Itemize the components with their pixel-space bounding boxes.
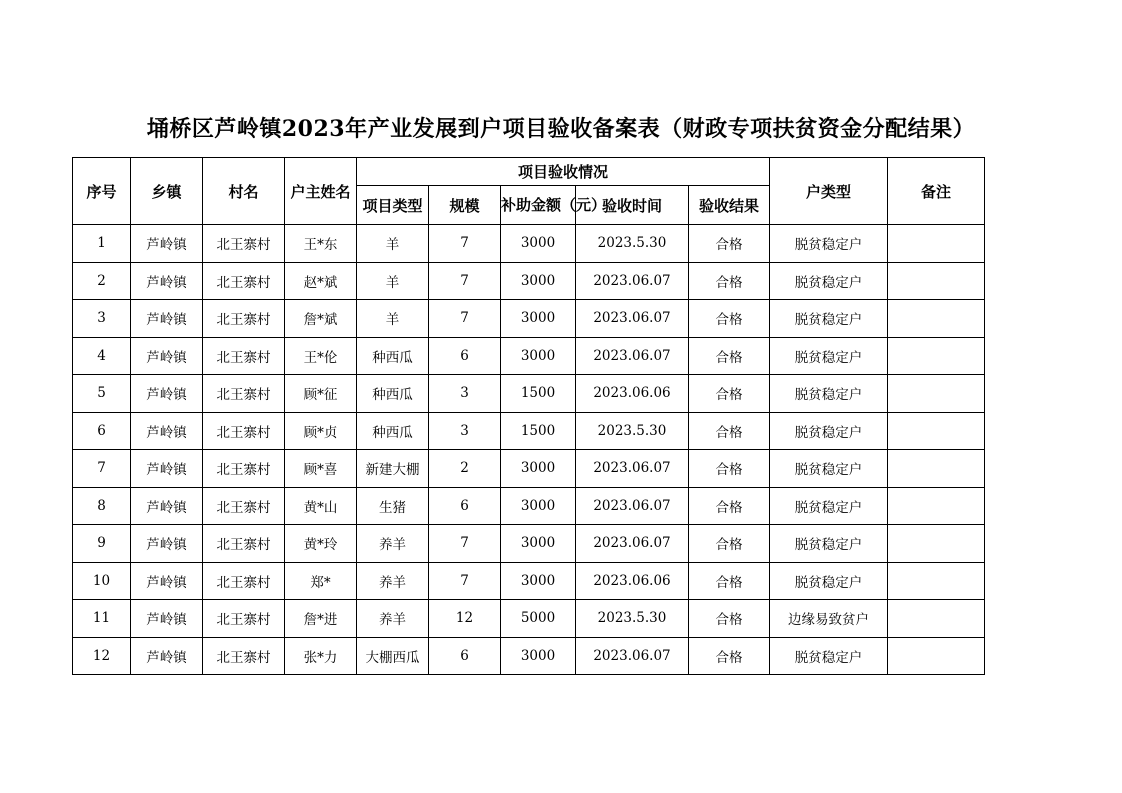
cell-subsidy: 5000 — [501, 600, 576, 638]
cell-town: 芦岭镇 — [131, 225, 203, 263]
cell-seq: 5 — [73, 375, 131, 413]
cell-household-type: 脱贫稳定户 — [770, 262, 888, 300]
table-row — [73, 225, 985, 263]
cell-remark — [888, 450, 985, 488]
cell-household-type: 脱贫稳定户 — [770, 450, 888, 488]
cell-seq: 7 — [73, 450, 131, 488]
cell-household-type: 边缘易致贫户 — [770, 600, 888, 638]
table-row — [73, 262, 985, 300]
cell-project-type: 种西瓜 — [357, 375, 429, 413]
cell-town: 芦岭镇 — [131, 562, 203, 600]
cell-remark — [888, 487, 985, 525]
table-row — [73, 637, 985, 675]
cell-check-time: 2023.06.07 — [576, 300, 689, 338]
cell-seq: 6 — [73, 412, 131, 450]
cell-owner: 詹*斌 — [285, 300, 357, 338]
cell-scale: 7 — [429, 300, 501, 338]
cell-subsidy: 3000 — [501, 450, 576, 488]
cell-village: 北王寨村 — [203, 262, 285, 300]
cell-project-type: 羊 — [357, 225, 429, 263]
document-title: 埇桥区芦岭镇2023年产业发展到户项目验收备案表（财政专项扶贫资金分配结果） — [146, 116, 976, 142]
cell-check-time: 2023.06.06 — [576, 375, 689, 413]
cell-check-result: 合格 — [689, 375, 770, 413]
cell-project-type: 新建大棚 — [357, 450, 429, 488]
header-remark: 备注 — [888, 158, 985, 225]
cell-remark — [888, 412, 985, 450]
cell-project-type: 养羊 — [357, 525, 429, 563]
cell-scale: 12 — [429, 600, 501, 638]
cell-subsidy: 3000 — [501, 225, 576, 263]
cell-owner: 顾*喜 — [285, 450, 357, 488]
cell-household-type: 脱贫稳定户 — [770, 412, 888, 450]
cell-project-type: 种西瓜 — [357, 337, 429, 375]
cell-subsidy: 3000 — [501, 300, 576, 338]
cell-seq: 12 — [73, 637, 131, 675]
header-owner: 户主姓名 — [285, 158, 357, 225]
cell-remark — [888, 375, 985, 413]
cell-project-type: 种西瓜 — [357, 412, 429, 450]
cell-seq: 2 — [73, 262, 131, 300]
header-check-result: 验收结果 — [689, 186, 770, 225]
cell-check-time: 2023.06.07 — [576, 487, 689, 525]
header-subsidy: 补助金额（元） — [501, 186, 576, 225]
cell-check-time: 2023.06.07 — [576, 337, 689, 375]
cell-check-result: 合格 — [689, 637, 770, 675]
cell-check-result: 合格 — [689, 337, 770, 375]
cell-check-result: 合格 — [689, 600, 770, 638]
cell-village: 北王寨村 — [203, 487, 285, 525]
cell-check-time: 2023.06.07 — [576, 637, 689, 675]
cell-owner: 张*力 — [285, 637, 357, 675]
cell-subsidy: 1500 — [501, 375, 576, 413]
cell-remark — [888, 562, 985, 600]
cell-owner: 王*东 — [285, 225, 357, 263]
cell-owner: 顾*征 — [285, 375, 357, 413]
header-project-type: 项目类型 — [357, 186, 429, 225]
cell-scale: 7 — [429, 225, 501, 263]
cell-town: 芦岭镇 — [131, 600, 203, 638]
header-row-top — [73, 158, 985, 186]
cell-subsidy: 3000 — [501, 262, 576, 300]
header-acceptance-group: 项目验收情况 — [357, 158, 770, 186]
cell-subsidy: 3000 — [501, 525, 576, 563]
cell-scale: 7 — [429, 525, 501, 563]
cell-town: 芦岭镇 — [131, 525, 203, 563]
cell-village: 北王寨村 — [203, 525, 285, 563]
cell-town: 芦岭镇 — [131, 375, 203, 413]
cell-village: 北王寨村 — [203, 412, 285, 450]
cell-village: 北王寨村 — [203, 637, 285, 675]
cell-owner: 黄*山 — [285, 487, 357, 525]
cell-subsidy: 3000 — [501, 637, 576, 675]
cell-check-time: 2023.06.07 — [576, 525, 689, 563]
header-household-type: 户类型 — [770, 158, 888, 225]
cell-check-time: 2023.5.30 — [576, 225, 689, 263]
cell-owner: 赵*斌 — [285, 262, 357, 300]
table-body — [73, 225, 985, 675]
cell-scale: 7 — [429, 562, 501, 600]
acceptance-record-table — [72, 157, 985, 675]
cell-scale: 6 — [429, 637, 501, 675]
cell-check-result: 合格 — [689, 262, 770, 300]
cell-household-type: 脱贫稳定户 — [770, 337, 888, 375]
cell-seq: 4 — [73, 337, 131, 375]
cell-household-type: 脱贫稳定户 — [770, 300, 888, 338]
cell-check-result: 合格 — [689, 300, 770, 338]
cell-remark — [888, 225, 985, 263]
cell-town: 芦岭镇 — [131, 337, 203, 375]
cell-town: 芦岭镇 — [131, 300, 203, 338]
cell-check-time: 2023.5.30 — [576, 412, 689, 450]
cell-scale: 3 — [429, 375, 501, 413]
cell-village: 北王寨村 — [203, 337, 285, 375]
cell-check-result: 合格 — [689, 487, 770, 525]
cell-check-result: 合格 — [689, 450, 770, 488]
cell-village: 北王寨村 — [203, 450, 285, 488]
cell-household-type: 脱贫稳定户 — [770, 562, 888, 600]
cell-check-time: 2023.5.30 — [576, 600, 689, 638]
cell-check-time: 2023.06.07 — [576, 450, 689, 488]
cell-seq: 8 — [73, 487, 131, 525]
cell-project-type: 养羊 — [357, 562, 429, 600]
cell-subsidy: 3000 — [501, 487, 576, 525]
table-row — [73, 600, 985, 638]
cell-scale: 3 — [429, 412, 501, 450]
cell-remark — [888, 262, 985, 300]
cell-household-type: 脱贫稳定户 — [770, 487, 888, 525]
cell-seq: 11 — [73, 600, 131, 638]
header-seq: 序号 — [73, 158, 131, 225]
cell-village: 北王寨村 — [203, 600, 285, 638]
table-row — [73, 412, 985, 450]
cell-check-time: 2023.06.06 — [576, 562, 689, 600]
cell-check-result: 合格 — [689, 525, 770, 563]
cell-village: 北王寨村 — [203, 300, 285, 338]
header-check-time: 验收时间 — [576, 186, 689, 225]
cell-check-result: 合格 — [689, 562, 770, 600]
table-row — [73, 562, 985, 600]
cell-subsidy: 3000 — [501, 337, 576, 375]
cell-project-type: 养羊 — [357, 600, 429, 638]
table-row — [73, 337, 985, 375]
cell-owner: 王*伦 — [285, 337, 357, 375]
header-village: 村名 — [203, 158, 285, 225]
table-row — [73, 525, 985, 563]
cell-subsidy: 1500 — [501, 412, 576, 450]
cell-scale: 7 — [429, 262, 501, 300]
cell-scale: 6 — [429, 337, 501, 375]
cell-remark — [888, 525, 985, 563]
cell-household-type: 脱贫稳定户 — [770, 375, 888, 413]
cell-project-type: 生猪 — [357, 487, 429, 525]
cell-village: 北王寨村 — [203, 375, 285, 413]
cell-village: 北王寨村 — [203, 225, 285, 263]
cell-check-result: 合格 — [689, 412, 770, 450]
cell-town: 芦岭镇 — [131, 450, 203, 488]
cell-town: 芦岭镇 — [131, 487, 203, 525]
cell-town: 芦岭镇 — [131, 412, 203, 450]
cell-scale: 6 — [429, 487, 501, 525]
cell-seq: 10 — [73, 562, 131, 600]
cell-owner: 郑* — [285, 562, 357, 600]
table-row — [73, 450, 985, 488]
cell-household-type: 脱贫稳定户 — [770, 225, 888, 263]
cell-check-time: 2023.06.07 — [576, 262, 689, 300]
cell-seq: 3 — [73, 300, 131, 338]
cell-remark — [888, 600, 985, 638]
table-row — [73, 300, 985, 338]
cell-town: 芦岭镇 — [131, 262, 203, 300]
cell-seq: 1 — [73, 225, 131, 263]
cell-owner: 顾*贞 — [285, 412, 357, 450]
cell-village: 北王寨村 — [203, 562, 285, 600]
table-row — [73, 487, 985, 525]
table-row — [73, 375, 985, 413]
cell-owner: 黄*玲 — [285, 525, 357, 563]
cell-subsidy: 3000 — [501, 562, 576, 600]
cell-household-type: 脱贫稳定户 — [770, 637, 888, 675]
cell-project-type: 大棚西瓜 — [357, 637, 429, 675]
cell-remark — [888, 300, 985, 338]
header-scale: 规模 — [429, 186, 501, 225]
cell-town: 芦岭镇 — [131, 637, 203, 675]
cell-owner: 詹*进 — [285, 600, 357, 638]
cell-remark — [888, 337, 985, 375]
cell-household-type: 脱贫稳定户 — [770, 525, 888, 563]
header-town: 乡镇 — [131, 158, 203, 225]
cell-project-type: 羊 — [357, 262, 429, 300]
cell-scale: 2 — [429, 450, 501, 488]
cell-seq: 9 — [73, 525, 131, 563]
cell-check-result: 合格 — [689, 225, 770, 263]
cell-remark — [888, 637, 985, 675]
cell-project-type: 羊 — [357, 300, 429, 338]
